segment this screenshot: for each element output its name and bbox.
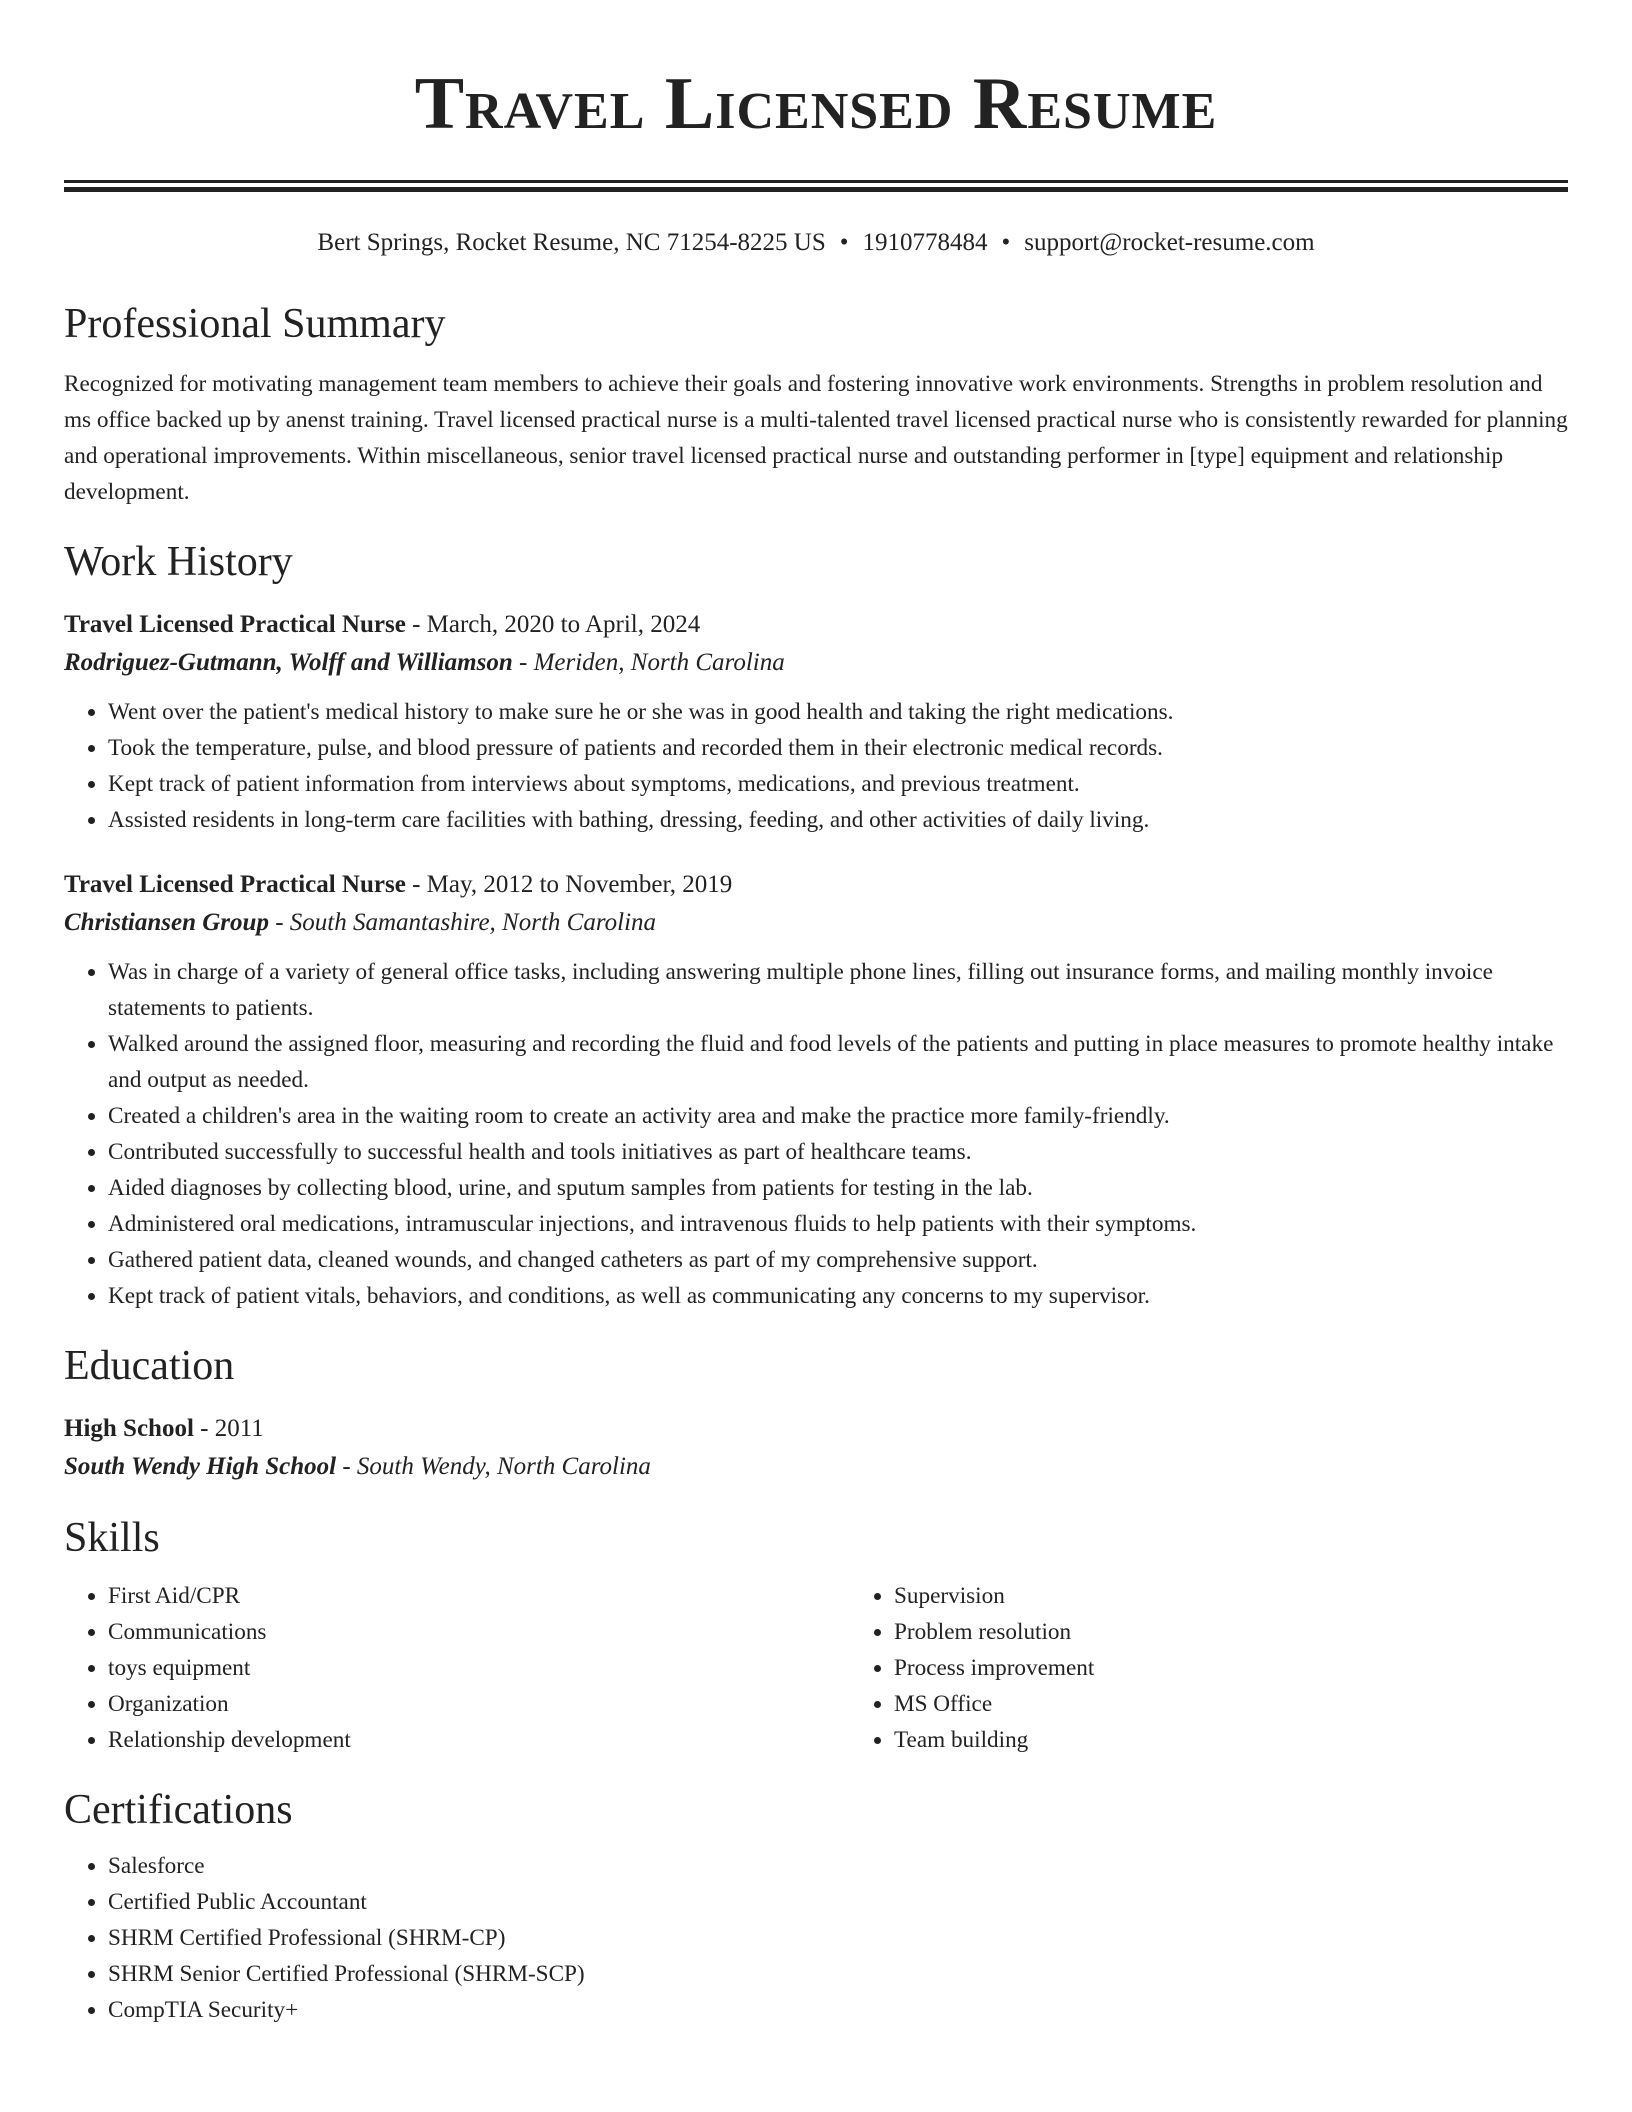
job-employer <box>64 904 1568 942</box>
job-header <box>64 606 1568 644</box>
list-item: • Gathered patient data, cleaned wounds, and changed catheters as part of my comprehensive support. <box>108 1242 1568 1278</box>
work-history-heading: Work History <box>64 539 293 585</box>
contact-address: Bert Springs, Rocket Resume, NC 71254-8225 US <box>317 229 826 256</box>
education-header <box>64 1410 1568 1448</box>
list-item: • Supervision <box>894 1578 1094 1614</box>
list-item: • CompTIA Security+ <box>108 1992 1568 2028</box>
summary-section <box>64 298 1568 510</box>
job-company: Rodriguez-Gutmann, Wolff and Williamson <box>64 649 513 676</box>
contact-separator: • <box>1001 229 1011 256</box>
skills-list-right <box>850 1578 1094 1758</box>
job-dates: - March, 2020 to April, 2024 <box>405 611 701 638</box>
skills-heading: Skills <box>64 1515 160 1561</box>
education-entry <box>64 1410 1568 1486</box>
education-year: - 2011 <box>193 1415 264 1442</box>
list-item: • Was in charge of a variety of general office tasks, including answering multiple phone lines, filling out insurance forms, and mailing monthly invoice statements to patients. <box>108 954 1568 1026</box>
summary-text: Recognized for motivating management team members to achieve their goals and fostering innovative work environments. Strengths in problem resolution and ms office backed up by anenst training. Travel licensed practical nurse is a multi-talented travel licensed practical nurse who is consistently rewarded for planning and operational improvements. Within miscellaneous, senior travel licensed practical nurse and outstanding performer in [type] equipment and relationship development. <box>64 371 1568 505</box>
contact-email: support@rocket-resume.com <box>1024 229 1315 256</box>
list-item: • Walked around the assigned floor, measuring and recording the fluid and food levels of the patients and putting in place measures to promote healthy intake and output as needed. <box>108 1026 1568 1098</box>
list-item: • Organization <box>108 1686 850 1722</box>
list-item: • Communications <box>108 1614 850 1650</box>
summary-heading: Professional Summary <box>64 301 446 347</box>
skills-columns <box>64 1578 1568 1758</box>
job-bullets <box>64 694 1568 838</box>
certifications-list <box>64 1848 1568 2028</box>
list-item: • Took the temperature, pulse, and blood pressure of patients and recorded them in their electronic medical records. <box>108 730 1568 766</box>
job-title: Travel Licensed Practical Nurse <box>64 611 406 638</box>
skills-section <box>64 1512 1568 1758</box>
education-section <box>64 1340 1568 1486</box>
list-item: • Kept track of patient vitals, behaviors, and conditions, as well as communicating any concerns to my supervisor. <box>108 1278 1568 1314</box>
education-location: - South Wendy, North Carolina <box>336 1453 651 1480</box>
contact-phone: 1910778484 <box>862 229 988 256</box>
education-degree: High School <box>64 1415 194 1442</box>
education-school: South Wendy High School <box>64 1453 337 1480</box>
job-header <box>64 866 1568 904</box>
job-company: Christiansen Group <box>64 909 269 936</box>
list-item: • Administered oral medications, intramuscular injections, and intravenous fluids to help patients with their symptoms. <box>108 1206 1568 1242</box>
list-item: • Assisted residents in long-term care facilities with bathing, dressing, feeding, and other activities of daily living. <box>108 802 1568 838</box>
job-entry <box>64 606 1568 838</box>
job-bullets <box>64 954 1568 1314</box>
list-item: • Problem resolution <box>894 1614 1094 1650</box>
contact-separator: • <box>839 229 849 256</box>
job-dates: - May, 2012 to November, 2019 <box>405 871 733 898</box>
skills-list-left <box>64 1578 850 1758</box>
list-item: • Process improvement <box>894 1650 1094 1686</box>
list-item: • Salesforce <box>108 1848 1568 1884</box>
job-entry <box>64 866 1568 1314</box>
list-item: • Relationship development <box>108 1722 850 1758</box>
list-item: • Created a children's area in the waiting room to create an activity area and make the practice more family-friendly. <box>108 1098 1568 1134</box>
resume-title: Travel Licensed Resume <box>414 63 1218 145</box>
list-item: • Aided diagnoses by collecting blood, urine, and sputum samples from patients for testing in the lab. <box>108 1170 1568 1206</box>
job-employer <box>64 644 1568 682</box>
education-heading: Education <box>64 1343 235 1389</box>
list-item: • toys equipment <box>108 1650 850 1686</box>
list-item: • SHRM Certified Professional (SHRM-CP) <box>108 1920 1568 1956</box>
list-item: • Kept track of patient information from interviews about symptoms, medications, and previous treatment. <box>108 766 1568 802</box>
contact-line <box>64 226 1568 260</box>
job-location: - South Samantashire, North Carolina <box>268 909 657 936</box>
certifications-heading: Certifications <box>64 1787 293 1833</box>
list-item: • MS Office <box>894 1686 1094 1722</box>
title-double-rule <box>64 180 1568 192</box>
list-item: • First Aid/CPR <box>108 1578 850 1614</box>
list-item: • Team building <box>894 1722 1094 1758</box>
job-title: Travel Licensed Practical Nurse <box>64 871 406 898</box>
work-history-section <box>64 536 1568 1314</box>
list-item: • Contributed successfully to successful health and tools initiatives as part of healthcare teams. <box>108 1134 1568 1170</box>
list-item: • Certified Public Accountant <box>108 1884 1568 1920</box>
education-school-line <box>64 1448 1568 1486</box>
job-location: - Meriden, North Carolina <box>512 649 785 676</box>
list-item: • Went over the patient's medical history to make sure he or she was in good health and taking the right medications. <box>108 694 1568 730</box>
certifications-section <box>64 1784 1568 2028</box>
list-item: • SHRM Senior Certified Professional (SHRM-SCP) <box>108 1956 1568 1992</box>
